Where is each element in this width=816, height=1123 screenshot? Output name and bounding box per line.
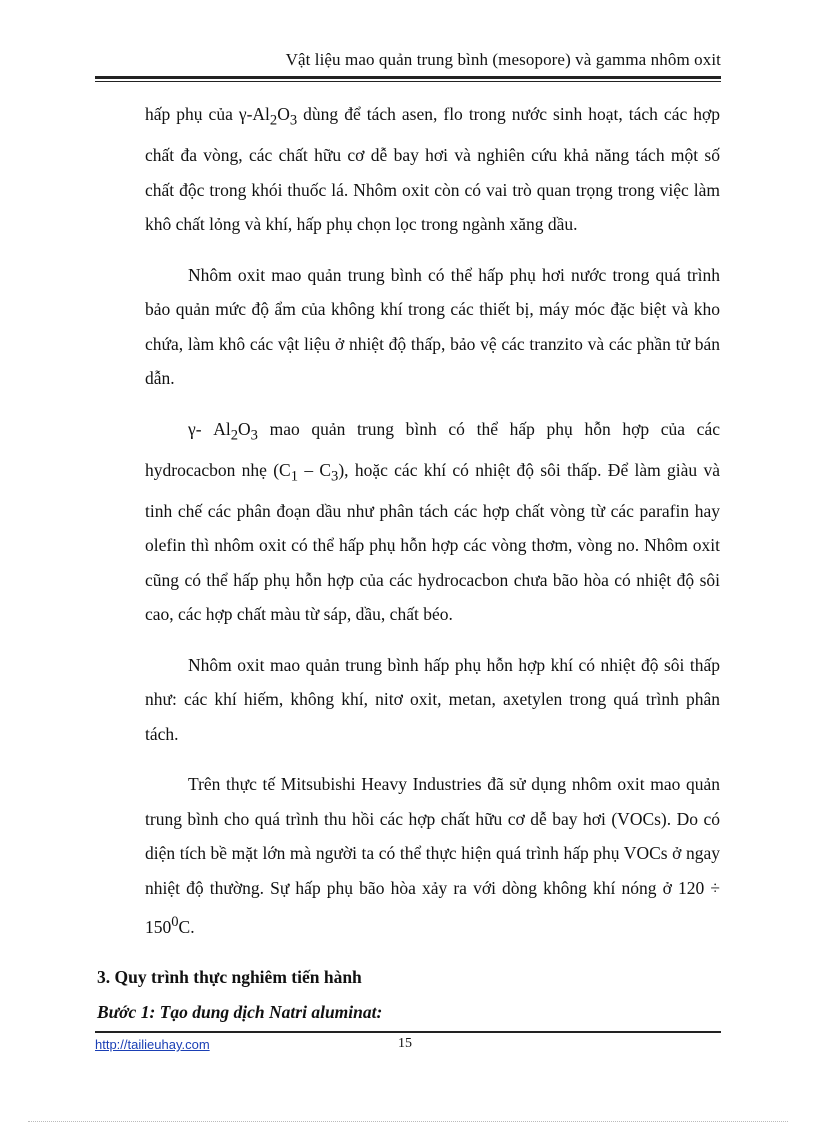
paragraph bbox=[145, 648, 720, 752]
text-run: ), hoặc các khí có nhiệt độ sôi thấp. Để làm giàu và tinh chế các phân đoạn dầu như phân tách các hợp chất vòng từ các parafin hay olefin thì nhôm oxit có thể hấp phụ hỗn hợp các vòng thơm, vòng no. Nhôm oxit cũng có thể hấp phụ hỗn hợp của các hydrocacbon chưa bão hòa có nhiệt độ sôi cao, các hợp chất màu từ sáp, dầu, chất béo. bbox=[145, 459, 720, 624]
subscript: 3 bbox=[250, 427, 258, 443]
section-heading: 3. Quy trình thực nghiêm tiến hành bbox=[97, 967, 362, 988]
text-run: dùng để tách asen, flo trong nước sinh hoạt, tách các hợp chất đa vòng, các chất hữu cơ dễ bay hơi và nghiên cứu khả năng tách một số chất độc trong khói thuốc lá. Nhôm oxit còn có vai trò quan trọng trong việc làm khô chất lỏng và khí, hấp phụ chọn lọc trong ngành xăng dầu. bbox=[145, 104, 720, 234]
text-run: Trên thực tế Mitsubishi Heavy Industries đã sử dụng nhôm oxit mao quản trung bình cho quá trình thu hồi các hợp chất hữu cơ dễ bay hơi (VOCs). Do có diện tích bề mặt lớn mà người ta có thể thực hiện quá trình hấp phụ VOCs ở ngay nhiệt độ thường. Sự hấp phụ bão hòa xảy ra với dòng không khí nóng ở 120 ÷ 150 bbox=[145, 774, 720, 937]
footer-rule bbox=[95, 1031, 721, 1033]
paragraph bbox=[145, 258, 720, 396]
step-heading: Bước 1: Tạo dung dịch Natri aluminat: bbox=[97, 1001, 383, 1022]
text-run: O bbox=[238, 418, 251, 439]
subscript: 3 bbox=[331, 468, 339, 484]
text-run: O bbox=[277, 104, 290, 124]
text-run: γ- Al bbox=[188, 418, 231, 439]
page-number: 15 bbox=[398, 1036, 412, 1051]
text-run: hấp phụ của γ-Al bbox=[145, 104, 270, 124]
subscript: 2 bbox=[230, 427, 239, 443]
text-run: C. bbox=[178, 916, 195, 937]
text-run: mao quản trung bình có thể hấp phụ hỗn hợp của các hydrocacbon nhẹ (C bbox=[145, 418, 720, 480]
paragraph bbox=[145, 97, 720, 242]
page-header-title: Vật liệu mao quản trung bình (mesopore) và gamma nhôm oxit bbox=[285, 50, 721, 69]
text-run: Nhôm oxit mao quản trung bình có thể hấp phụ hơi nước trong quá trình bảo quản mức độ ẩm của không khí trong các thiết bị, máy móc đặc biệt và kho chứa, làm khô các vật liệu ở nhiệt độ thấp, bảo vệ các tranzito và các phần tử bán dẫn. bbox=[145, 264, 720, 388]
subscript: 3 bbox=[289, 112, 298, 129]
paragraph bbox=[145, 767, 720, 944]
bottom-divider bbox=[28, 1121, 788, 1122]
footer-link[interactable]: http://tailieuhay.com bbox=[95, 1037, 210, 1052]
superscript: 0 bbox=[171, 914, 179, 930]
text-run: – C bbox=[298, 459, 332, 480]
text-run: Nhôm oxit mao quản trung bình hấp phụ hỗn hợp khí có nhiệt độ sôi thấp như: các khí hiếm, không khí, nitơ oxit, metan, axetylen trong quá trình phân tách. bbox=[145, 654, 720, 744]
paragraph-list bbox=[145, 97, 720, 944]
paragraph bbox=[145, 412, 720, 632]
body-text bbox=[97, 97, 720, 1029]
header-rule-thin bbox=[95, 81, 721, 82]
subscript: 2 bbox=[269, 112, 278, 129]
subscript: 1 bbox=[290, 468, 299, 484]
header-rule bbox=[95, 76, 721, 79]
